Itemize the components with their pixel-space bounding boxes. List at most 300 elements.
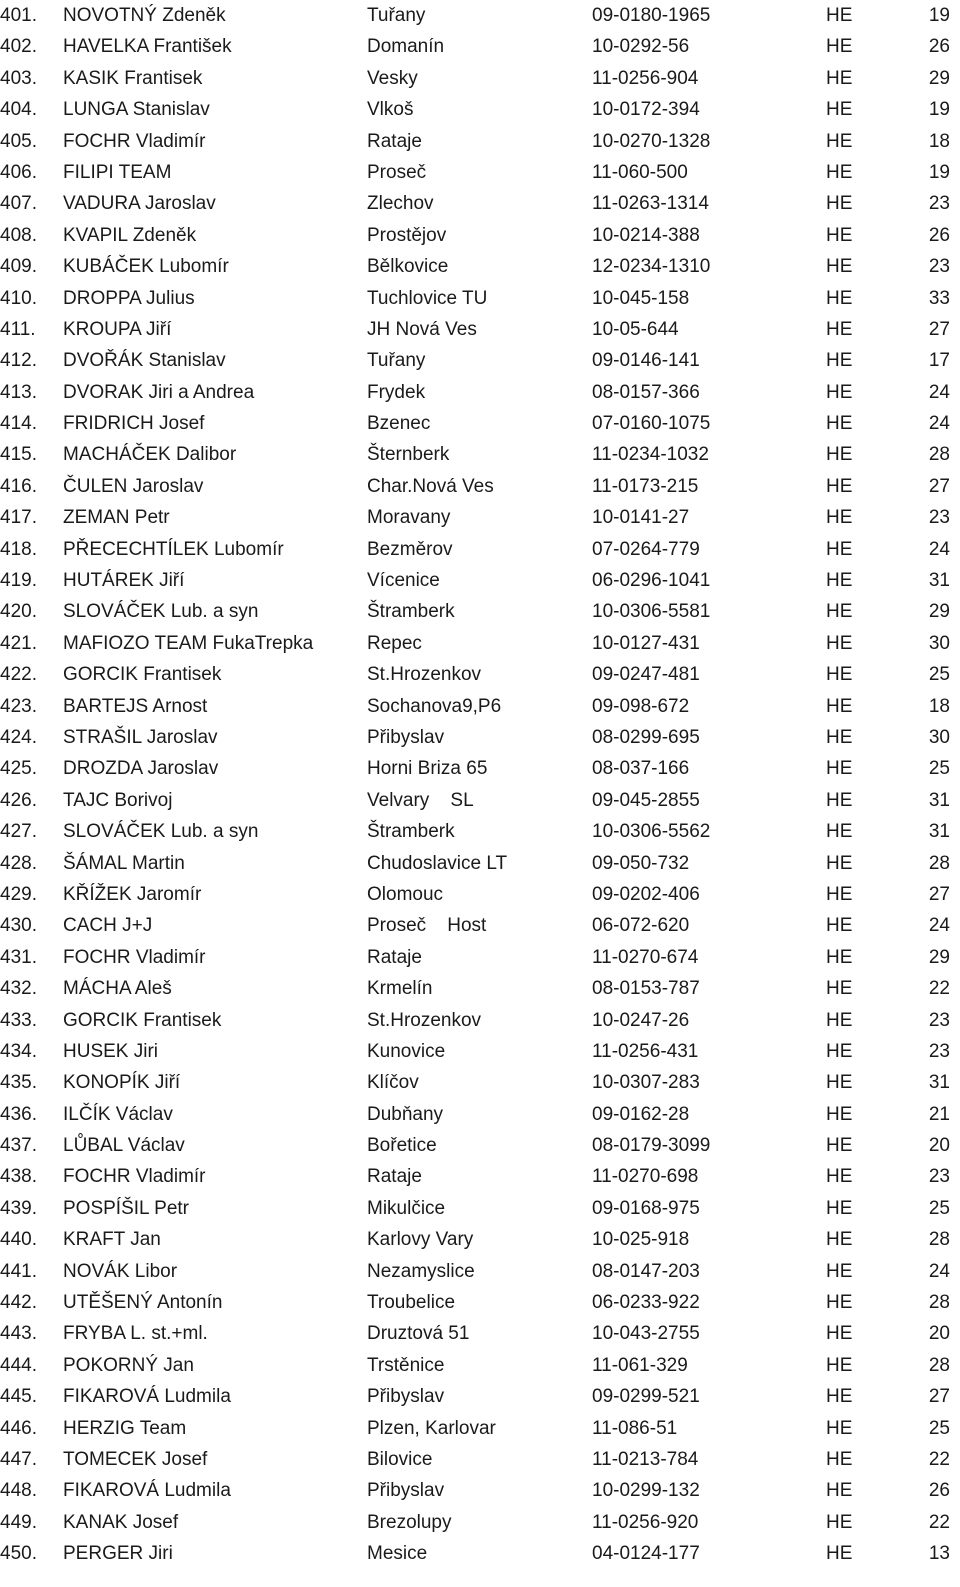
- category-cell: HE: [826, 978, 853, 1000]
- score-cell: 27: [928, 883, 950, 905]
- ring-number-cell: 09-0162-28: [592, 1103, 690, 1125]
- category-cell: HE: [826, 1386, 853, 1408]
- table-row: [0, 942, 960, 973]
- category-cell: HE: [826, 570, 853, 592]
- category-cell: HE: [826, 1166, 853, 1188]
- category-cell: HE: [826, 821, 853, 843]
- table-row: [0, 1350, 960, 1381]
- category-cell: HE: [826, 350, 853, 372]
- name-cell: DROPPA Julius: [63, 287, 195, 309]
- category-cell: HE: [826, 632, 853, 654]
- score-cell: 28: [928, 1292, 950, 1314]
- table-row: [0, 314, 960, 345]
- score-cell: 31: [928, 789, 950, 811]
- place-cell: Moravany: [367, 507, 451, 529]
- score-cell: 26: [928, 1480, 950, 1502]
- score-cell: 28: [928, 852, 950, 874]
- place-cell: Vlkoš: [367, 99, 414, 121]
- rank-cell: 426.: [0, 789, 37, 811]
- name-cell: FIKAROVÁ Ludmila: [63, 1386, 231, 1408]
- table-row: [0, 1413, 960, 1444]
- category-cell: HE: [826, 193, 853, 215]
- score-cell: 31: [928, 821, 950, 843]
- category-cell: HE: [826, 695, 853, 717]
- category-cell: HE: [826, 1103, 853, 1125]
- ring-number-cell: 06-0296-1041: [592, 570, 711, 592]
- score-cell: 22: [928, 978, 950, 1000]
- place-cell: Nezamyslice: [367, 1260, 475, 1282]
- ring-number-cell: 09-0247-481: [592, 664, 700, 686]
- place-cell: Dubňany: [367, 1103, 444, 1125]
- score-cell: 25: [928, 1197, 950, 1219]
- place-cell: Mesice: [367, 1543, 428, 1565]
- table-row: [0, 1507, 960, 1538]
- rank-cell: 449.: [0, 1511, 37, 1533]
- table-row: [0, 157, 960, 188]
- rank-cell: 422.: [0, 664, 37, 686]
- category-cell: HE: [826, 1323, 853, 1345]
- table-row: [0, 408, 960, 439]
- rank-cell: 417.: [0, 507, 37, 529]
- ring-number-cell: 10-0270-1328: [592, 130, 711, 152]
- category-cell: HE: [826, 67, 853, 89]
- table-row: [0, 1224, 960, 1255]
- table-row: [0, 659, 960, 690]
- ring-number-cell: 07-0264-779: [592, 538, 700, 560]
- rank-cell: 436.: [0, 1103, 37, 1125]
- place-cell: Karlovy Vary: [367, 1229, 474, 1251]
- name-cell: HAVELKA František: [63, 36, 232, 58]
- table-row: [0, 1193, 960, 1224]
- table-row: [0, 1538, 960, 1569]
- ring-number-cell: 07-0160-1075: [592, 413, 711, 435]
- place-cell: Domanín: [367, 36, 445, 58]
- table-row: [0, 0, 960, 31]
- name-cell: FOCHR Vladimír: [63, 1166, 206, 1188]
- category-cell: HE: [826, 1260, 853, 1282]
- category-cell: HE: [826, 318, 853, 340]
- score-cell: 24: [928, 381, 950, 403]
- table-row: [0, 1444, 960, 1475]
- rank-cell: 415.: [0, 444, 37, 466]
- table-row: [0, 1475, 960, 1506]
- ring-number-cell: 10-0299-132: [592, 1480, 700, 1502]
- name-cell: HERZIG Team: [63, 1417, 187, 1439]
- score-cell: 26: [928, 224, 950, 246]
- category-cell: HE: [826, 99, 853, 121]
- table-row: [0, 63, 960, 94]
- name-cell: SLOVÁČEK Lub. a syn: [63, 821, 259, 843]
- name-cell: KŘÍŽEK Jaromír: [63, 883, 202, 905]
- ring-number-cell: 09-050-732: [592, 852, 690, 874]
- name-cell: DVORAK Jiri a Andrea: [63, 381, 255, 403]
- score-cell: 30: [928, 726, 950, 748]
- rank-cell: 430.: [0, 915, 37, 937]
- ring-number-cell: 10-0307-283: [592, 1072, 700, 1094]
- table-row: [0, 31, 960, 62]
- score-cell: 20: [928, 1135, 950, 1157]
- place-cell: Klíčov: [367, 1072, 419, 1094]
- name-cell: ČULEN Jaroslav: [63, 475, 204, 497]
- ring-number-cell: 09-045-2855: [592, 789, 700, 811]
- table-row: [0, 439, 960, 470]
- category-cell: HE: [826, 852, 853, 874]
- category-cell: HE: [826, 287, 853, 309]
- rank-cell: 411.: [0, 318, 36, 340]
- table-row: [0, 1381, 960, 1412]
- ring-number-cell: 11-0256-431: [592, 1040, 699, 1062]
- place-cell: JH Nová Ves: [367, 318, 477, 340]
- rank-cell: 403.: [0, 67, 37, 89]
- table-row: [0, 1256, 960, 1287]
- score-cell: 17: [928, 350, 950, 372]
- ring-number-cell: 08-037-166: [592, 758, 690, 780]
- category-cell: HE: [826, 789, 853, 811]
- score-cell: 23: [928, 1166, 950, 1188]
- category-cell: HE: [826, 1354, 853, 1376]
- category-cell: HE: [826, 601, 853, 623]
- score-cell: 19: [928, 99, 950, 121]
- ring-number-cell: 08-0179-3099: [592, 1135, 711, 1157]
- name-cell: NOVÁK Libor: [63, 1260, 178, 1282]
- category-cell: HE: [826, 1543, 853, 1565]
- score-cell: 25: [928, 758, 950, 780]
- table-row: [0, 1318, 960, 1349]
- score-cell: 23: [928, 193, 950, 215]
- table-row: [0, 879, 960, 910]
- rank-cell: 447.: [0, 1448, 37, 1470]
- place-cell: Velvary SL: [367, 789, 474, 811]
- place-cell: Prostějov: [367, 224, 447, 246]
- category-cell: HE: [826, 726, 853, 748]
- ring-number-cell: 08-0153-787: [592, 978, 700, 1000]
- category-cell: HE: [826, 1511, 853, 1533]
- place-cell: Tuchlovice TU: [367, 287, 488, 309]
- category-cell: HE: [826, 224, 853, 246]
- ring-number-cell: 10-0292-56: [592, 36, 690, 58]
- name-cell: PERGER Jiri: [63, 1543, 173, 1565]
- place-cell: Proseč Host: [367, 915, 487, 937]
- score-cell: 30: [928, 632, 950, 654]
- rank-cell: 418.: [0, 538, 37, 560]
- place-cell: Rataje: [367, 1166, 422, 1188]
- score-cell: 22: [928, 1448, 950, 1470]
- name-cell: CACH J+J: [63, 915, 153, 937]
- ring-number-cell: 04-0124-177: [592, 1543, 700, 1565]
- score-cell: 25: [928, 1417, 950, 1439]
- score-cell: 31: [928, 1072, 950, 1094]
- score-cell: 28: [928, 444, 950, 466]
- rank-cell: 442.: [0, 1292, 37, 1314]
- score-cell: 27: [928, 1386, 950, 1408]
- rank-cell: 405.: [0, 130, 37, 152]
- category-cell: HE: [826, 161, 853, 183]
- place-cell: Mikulčice: [367, 1197, 446, 1219]
- score-cell: 29: [928, 601, 950, 623]
- rank-cell: 440.: [0, 1229, 37, 1251]
- category-cell: HE: [826, 946, 853, 968]
- place-cell: Přibyslav: [367, 726, 445, 748]
- score-cell: 25: [928, 664, 950, 686]
- name-cell: TAJC Borivoj: [63, 789, 173, 811]
- rank-cell: 444.: [0, 1354, 37, 1376]
- ring-number-cell: 08-0157-366: [592, 381, 700, 403]
- score-cell: 23: [928, 256, 950, 278]
- rank-cell: 446.: [0, 1417, 37, 1439]
- name-cell: POSPÍŠIL Petr: [63, 1197, 190, 1219]
- rank-cell: 408.: [0, 224, 37, 246]
- name-cell: MAFIOZO TEAM FukaTrepka: [63, 632, 314, 654]
- place-cell: Bzenec: [367, 413, 431, 435]
- category-cell: HE: [826, 130, 853, 152]
- score-cell: 29: [928, 946, 950, 968]
- score-cell: 28: [928, 1354, 950, 1376]
- category-cell: HE: [826, 444, 853, 466]
- rank-cell: 416.: [0, 475, 37, 497]
- rank-cell: 429.: [0, 883, 37, 905]
- ring-number-cell: 06-072-620: [592, 915, 690, 937]
- rank-cell: 441.: [0, 1260, 37, 1282]
- table-row: [0, 565, 960, 596]
- category-cell: HE: [826, 381, 853, 403]
- name-cell: FRYBA L. st.+ml.: [63, 1323, 208, 1345]
- place-cell: Rataje: [367, 130, 422, 152]
- score-cell: 23: [928, 507, 950, 529]
- name-cell: FIKAROVÁ Ludmila: [63, 1480, 231, 1502]
- rank-cell: 413.: [0, 381, 37, 403]
- table-row: [0, 1005, 960, 1036]
- name-cell: LUNGA Stanislav: [63, 99, 210, 121]
- place-cell: Troubelice: [367, 1292, 456, 1314]
- table-row: [0, 753, 960, 784]
- name-cell: DVOŘÁK Stanislav: [63, 350, 226, 372]
- table-row: [0, 220, 960, 251]
- rank-cell: 421.: [0, 632, 37, 654]
- ring-number-cell: 10-05-644: [592, 318, 679, 340]
- rank-cell: 439.: [0, 1197, 37, 1219]
- place-cell: Trstěnice: [367, 1354, 445, 1376]
- place-cell: Chudoslavice LT: [367, 852, 508, 874]
- ring-number-cell: 10-0172-394: [592, 99, 700, 121]
- category-cell: HE: [826, 915, 853, 937]
- category-cell: HE: [826, 1229, 853, 1251]
- ring-number-cell: 11-0173-215: [592, 475, 699, 497]
- table-row: [0, 1036, 960, 1067]
- place-cell: Zlechov: [367, 193, 434, 215]
- name-cell: HUTÁREK Jiří: [63, 570, 185, 592]
- table-row: [0, 1099, 960, 1130]
- table-row: [0, 502, 960, 533]
- table-row: [0, 283, 960, 314]
- rank-cell: 437.: [0, 1135, 37, 1157]
- ring-number-cell: 09-0299-521: [592, 1386, 700, 1408]
- table-row: [0, 848, 960, 879]
- ring-number-cell: 09-0146-141: [592, 350, 700, 372]
- place-cell: Brezolupy: [367, 1511, 452, 1533]
- table-row: [0, 785, 960, 816]
- place-cell: Vesky: [367, 67, 418, 89]
- place-cell: Krmelín: [367, 978, 433, 1000]
- ring-number-cell: 11-086-51: [592, 1417, 678, 1439]
- table-row: [0, 188, 960, 219]
- score-cell: 19: [928, 161, 950, 183]
- score-cell: 20: [928, 1323, 950, 1345]
- ring-number-cell: 11-0234-1032: [592, 444, 709, 466]
- place-cell: Přibyslav: [367, 1480, 445, 1502]
- ring-number-cell: 09-0168-975: [592, 1197, 700, 1219]
- name-cell: NOVOTNÝ Zdeněk: [63, 5, 226, 26]
- table-row: [0, 628, 960, 659]
- ring-number-cell: 10-0247-26: [592, 1009, 690, 1031]
- ring-number-cell: 10-0214-388: [592, 224, 700, 246]
- place-cell: Char.Nová Ves: [367, 475, 494, 497]
- rank-cell: 406.: [0, 161, 37, 183]
- ring-number-cell: 11-0213-784: [592, 1448, 699, 1470]
- rank-cell: 445.: [0, 1386, 37, 1408]
- table-row: [0, 722, 960, 753]
- name-cell: LŮBAL Václav: [63, 1135, 185, 1157]
- rank-cell: 428.: [0, 852, 37, 874]
- name-cell: HUSEK Jiri: [63, 1040, 159, 1062]
- place-cell: Tuřany: [367, 5, 426, 26]
- table-row: [0, 1161, 960, 1192]
- table-row: [0, 126, 960, 157]
- category-cell: HE: [826, 1135, 853, 1157]
- category-cell: HE: [826, 664, 853, 686]
- rank-cell: 423.: [0, 695, 37, 717]
- category-cell: HE: [826, 758, 853, 780]
- ring-number-cell: 11-0270-674: [592, 946, 699, 968]
- name-cell: KUBÁČEK Lubomír: [63, 256, 229, 278]
- ring-number-cell: 11-0263-1314: [592, 193, 709, 215]
- name-cell: KANAK Josef: [63, 1511, 179, 1533]
- name-cell: KVAPIL Zdeněk: [63, 224, 197, 246]
- name-cell: FILIPI TEAM: [63, 161, 172, 183]
- rank-cell: 443.: [0, 1323, 37, 1345]
- rank-cell: 424.: [0, 726, 37, 748]
- table-row: [0, 691, 960, 722]
- place-cell: Olomouc: [367, 883, 444, 905]
- name-cell: UTĚŠENÝ Antonín: [63, 1292, 223, 1314]
- place-cell: Sochanova9,P6: [367, 695, 502, 717]
- category-cell: HE: [826, 1417, 853, 1439]
- rank-cell: 432.: [0, 978, 37, 1000]
- category-cell: HE: [826, 1009, 853, 1031]
- table-row: [0, 973, 960, 1004]
- ring-number-cell: 10-0306-5562: [592, 821, 711, 843]
- ring-number-cell: 10-025-918: [592, 1229, 690, 1251]
- place-cell: St.Hrozenkov: [367, 1009, 482, 1031]
- table-row: [0, 345, 960, 376]
- name-cell: ŠÁMAL Martin: [63, 852, 185, 874]
- table-row: [0, 1287, 960, 1318]
- ring-number-cell: 06-0233-922: [592, 1292, 700, 1314]
- name-cell: MÁCHA Aleš: [63, 978, 172, 1000]
- category-cell: HE: [826, 36, 853, 58]
- name-cell: FRIDRICH Josef: [63, 413, 205, 435]
- rank-cell: 409.: [0, 256, 37, 278]
- score-cell: 24: [928, 1260, 950, 1282]
- ring-number-cell: 11-0256-920: [592, 1511, 699, 1533]
- rank-cell: 420.: [0, 601, 37, 623]
- rank-cell: 434.: [0, 1040, 37, 1062]
- name-cell: ILČÍK Václav: [63, 1103, 173, 1125]
- place-cell: Horni Briza 65: [367, 758, 488, 780]
- score-cell: 24: [928, 413, 950, 435]
- place-cell: Rataje: [367, 946, 422, 968]
- score-cell: 24: [928, 538, 950, 560]
- ring-number-cell: 12-0234-1310: [592, 256, 711, 278]
- rank-cell: 410.: [0, 287, 37, 309]
- score-cell: 28: [928, 1229, 950, 1251]
- table-row: [0, 1067, 960, 1098]
- ring-number-cell: 10-0306-5581: [592, 601, 711, 623]
- category-cell: HE: [826, 1040, 853, 1062]
- rank-cell: 450.: [0, 1543, 37, 1565]
- rank-cell: 404.: [0, 99, 37, 121]
- name-cell: DROZDA Jaroslav: [63, 758, 219, 780]
- name-cell: STRAŠIL Jaroslav: [63, 726, 218, 748]
- name-cell: KONOPÍK Jiří: [63, 1072, 181, 1094]
- place-cell: Vícenice: [367, 570, 440, 592]
- place-cell: St.Hrozenkov: [367, 664, 482, 686]
- score-cell: 31: [928, 570, 950, 592]
- place-cell: Bezměrov: [367, 538, 453, 560]
- name-cell: FOCHR Vladimír: [63, 946, 206, 968]
- rank-cell: 412.: [0, 350, 37, 372]
- ring-number-cell: 11-0270-698: [592, 1166, 699, 1188]
- category-cell: HE: [826, 475, 853, 497]
- place-cell: Plzen, Karlovar: [367, 1417, 496, 1439]
- rank-cell: 431.: [0, 946, 37, 968]
- ring-number-cell: 10-0141-27: [592, 507, 690, 529]
- place-cell: Štramberk: [367, 821, 455, 843]
- rank-cell: 427.: [0, 821, 37, 843]
- ring-number-cell: 11-0256-904: [592, 67, 699, 89]
- table-row: [0, 910, 960, 941]
- category-cell: HE: [826, 1448, 853, 1470]
- name-cell: GORCIK Frantisek: [63, 1009, 222, 1031]
- category-cell: HE: [826, 883, 853, 905]
- table-row: [0, 471, 960, 502]
- rank-cell: 425.: [0, 758, 37, 780]
- place-cell: Repec: [367, 632, 422, 654]
- place-cell: Přibyslav: [367, 1386, 445, 1408]
- rank-cell: 402.: [0, 36, 37, 58]
- score-cell: 26: [928, 36, 950, 58]
- name-cell: TOMECEK Josef: [63, 1448, 208, 1470]
- category-cell: HE: [826, 1292, 853, 1314]
- ring-number-cell: 08-0147-203: [592, 1260, 700, 1282]
- name-cell: KROUPA Jiří: [63, 318, 172, 340]
- score-cell: 29: [928, 67, 950, 89]
- place-cell: Bělkovice: [367, 256, 449, 278]
- score-cell: 18: [928, 130, 950, 152]
- table-row: [0, 816, 960, 847]
- name-cell: MACHÁČEK Dalibor: [63, 444, 237, 466]
- score-cell: 13: [928, 1543, 950, 1565]
- category-cell: HE: [826, 1480, 853, 1502]
- name-cell: FOCHR Vladimír: [63, 130, 206, 152]
- ring-number-cell: 09-098-672: [592, 695, 690, 717]
- category-cell: HE: [826, 1072, 853, 1094]
- place-cell: Štramberk: [367, 601, 455, 623]
- place-cell: Druztová 51: [367, 1323, 470, 1345]
- rank-cell: 433.: [0, 1009, 37, 1031]
- ring-number-cell: 09-0202-406: [592, 883, 700, 905]
- ring-number-cell: 08-0299-695: [592, 726, 700, 748]
- name-cell: GORCIK Frantisek: [63, 664, 222, 686]
